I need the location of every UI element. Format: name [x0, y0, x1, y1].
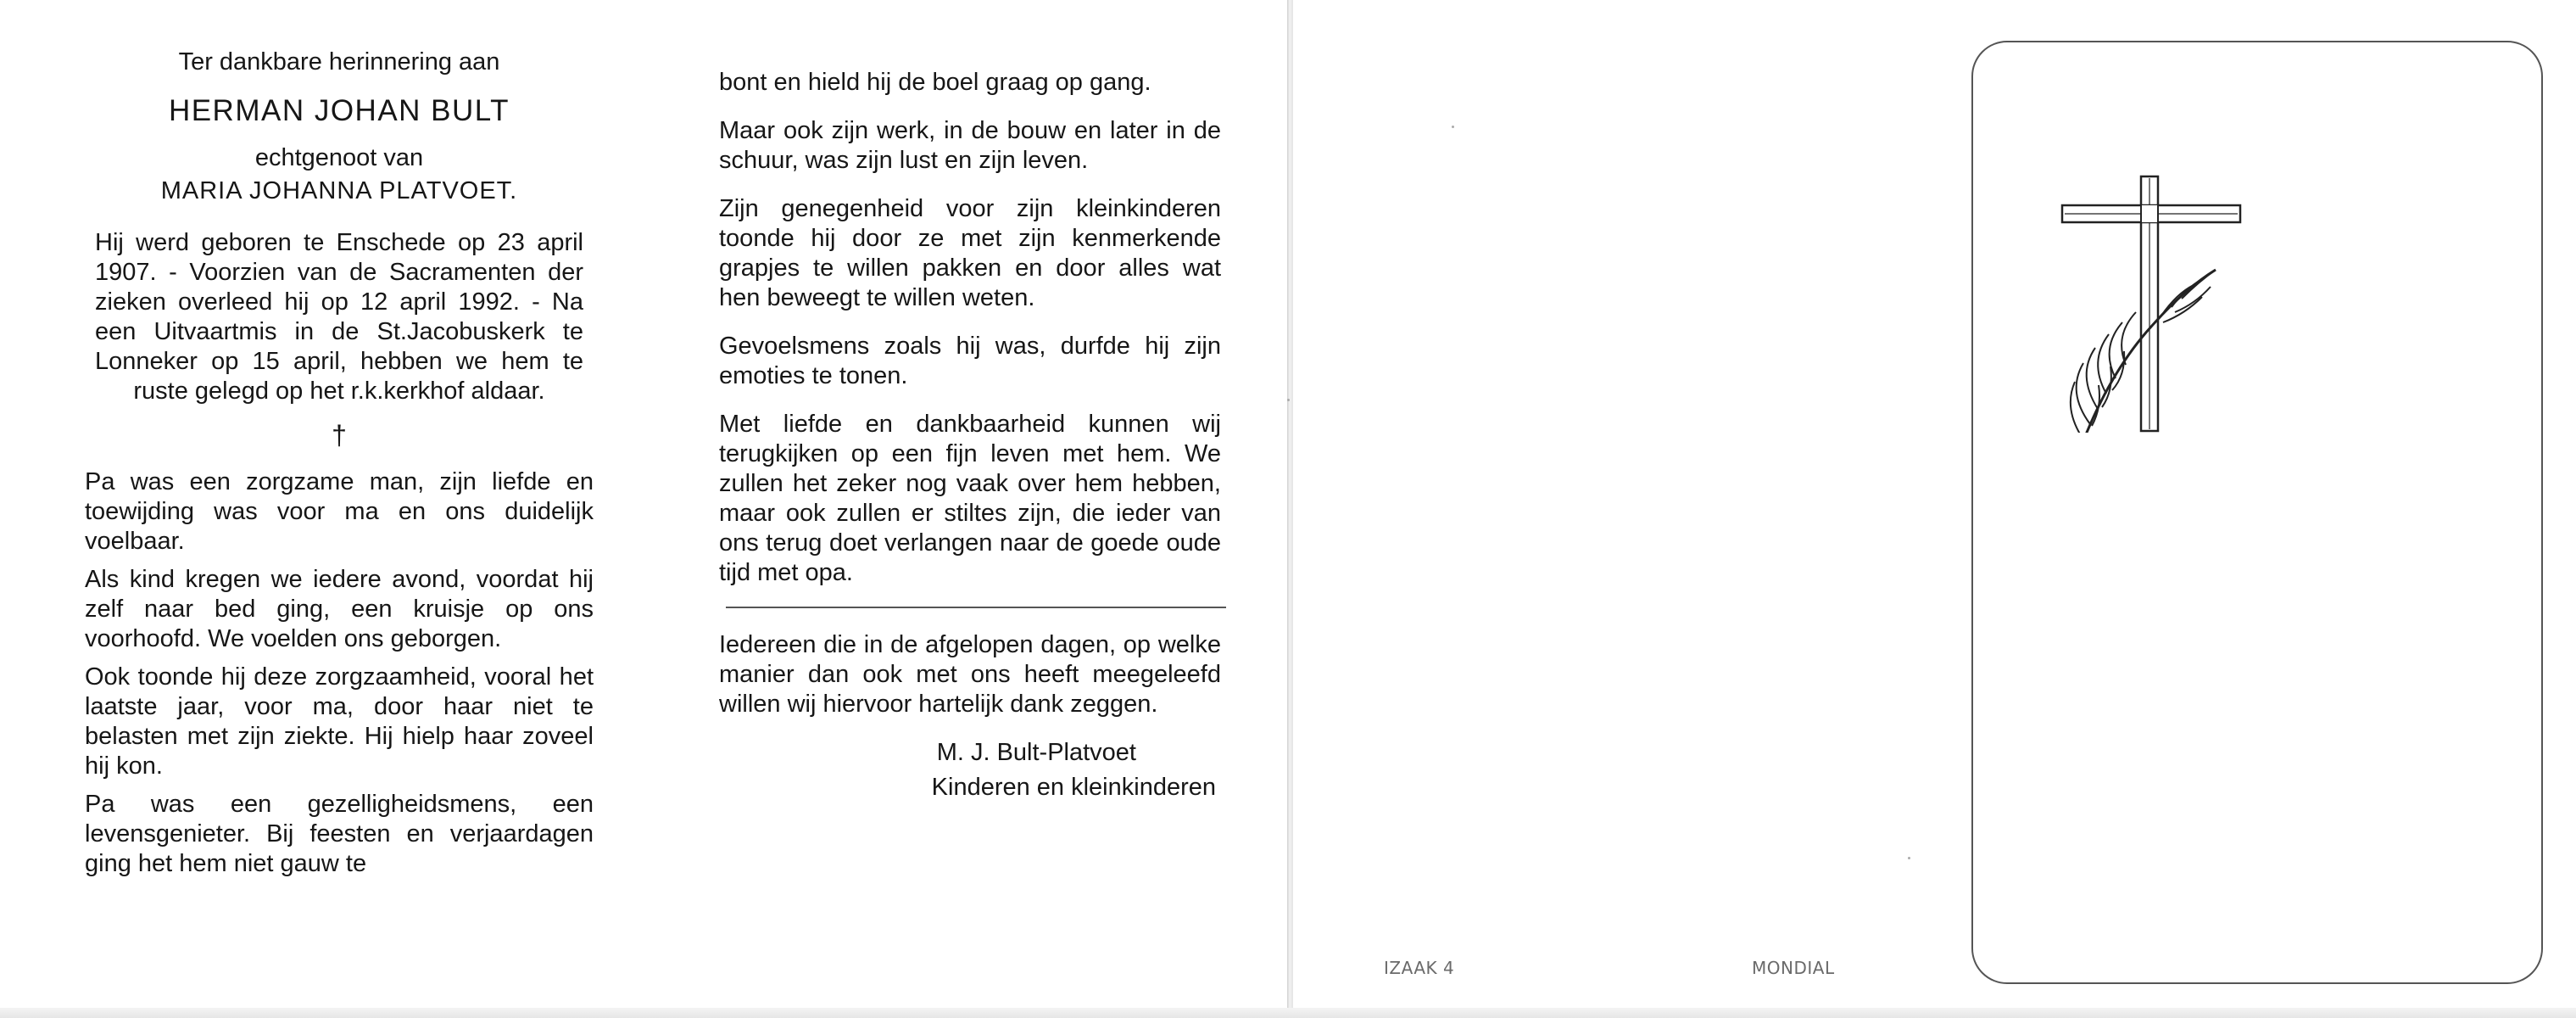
- memory-paragraph: Gevoelsmens zoals hij was, durfde hij zijn emoties te tonen.: [719, 333, 1221, 389]
- signature-family: Kinderen en kleinkinderen: [931, 774, 1216, 801]
- cross-symbol: †: [332, 420, 347, 450]
- spouse-name: MARIA JOHANNA PLATVOET.: [160, 177, 518, 204]
- memory-paragraph: Met liefde en dankbaarheid kunnen wij terugkijken op een fijn leven met hem. We zullen het zeker nog vaak over hem hebben, maar ook zullen er stiltes zijn, die ieder van ons terug doet verlangen naar de goede oude tijd met opa.: [719, 411, 1221, 586]
- memory-paragraph: Als kind kregen we iedere avond, voordat hij zelf naar bed ging, een kruisje op ons voorhoofd. We voelden ons geborgen.: [85, 566, 594, 652]
- thanks-paragraph: Iedereen die in de afgelopen dagen, op welke manier dan ook met ons heeft meegeleefd willen wij hiervoor hartelijk dank zeggen.: [719, 631, 1221, 718]
- spouse-label: echtgenoot van: [254, 144, 424, 171]
- deceased-name: HERMAN JOHAN BULT: [168, 94, 510, 127]
- left-column: [85, 48, 594, 887]
- intro-line: Ter dankbare herinnering aan: [178, 48, 500, 76]
- paper-edge: [0, 1008, 2576, 1018]
- continuation-paragraph: bont en hield hij de boel graag op gang.: [719, 69, 1151, 96]
- memory-paragraph: Zijn genegenheid voor zijn kleinkinderen toonde hij door ze met zijn kenmerkende grapjes te willen pakken en door alles wat hen beweegt te willen weten.: [719, 195, 1221, 311]
- memory-paragraph: Ook toonde hij deze zorgzaamheid, vooral het laatste jaar, voor ma, door haar niet te belasten met zijn ziekte. Hij hielp haar zoveel hij kon.: [85, 663, 594, 780]
- memory-paragraph: Pa was een zorgzame man, zijn liefde en toewijding was voor ma en ons duidelijk voelbaar.: [85, 468, 594, 555]
- card-fold: [1287, 0, 1293, 1018]
- print-code: IZAAK 4: [1384, 958, 1455, 978]
- inner-spread: [0, 0, 1287, 1018]
- publisher-label: MONDIAL: [1752, 958, 1835, 978]
- paper-speck: [1452, 126, 1454, 128]
- photo-frame: [1971, 41, 2543, 984]
- paper-speck: [1287, 399, 1290, 401]
- cross-with-palm-icon: [2058, 127, 2253, 433]
- signature: M. J. Bult-Platvoet: [936, 739, 1136, 766]
- memory-paragraph: Pa was een gezelligheidsmens, een levensgenieter. Bij feesten en verjaardagen ging het hem niet gauw te: [85, 791, 594, 877]
- biography: Hij werd geboren te Enschede op 23 april 1907. - Voorzien van de Sacramenten der zieken overleed hij op 12 april 1992. - Na een Uitvaartmis in de St.Jacobuskerk te Lonneker op 15 april, hebben we hem te ruste gelegd op het r.k.kerkhof aldaar.: [95, 229, 583, 405]
- right-column: [719, 68, 1221, 803]
- paper-speck: [1908, 857, 1910, 859]
- memory-paragraph: Maar ook zijn werk, in de bouw en later in de schuur, was zijn lust en zijn leven.: [719, 117, 1221, 174]
- divider-line: [726, 607, 1226, 608]
